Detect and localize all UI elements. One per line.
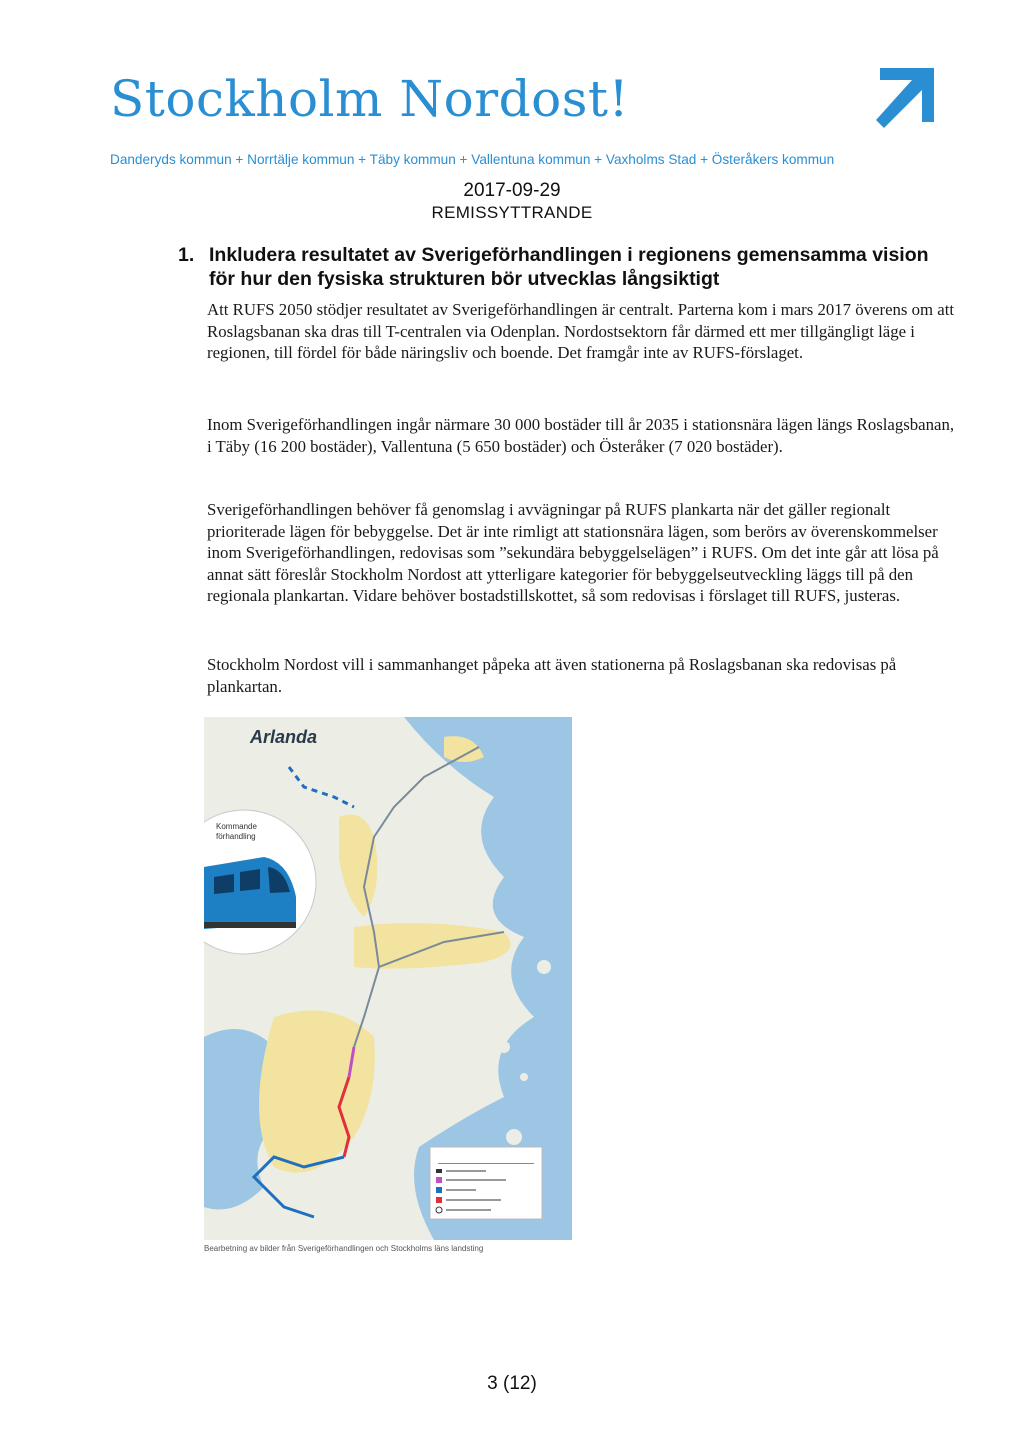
section-number: 1.: [178, 244, 195, 266]
section-heading-text: Inkludera resultatet av Sverigeförhandlingen i regionens gemensamma vision för hur den fysiska strukturen bör utvecklas långsiktigt: [209, 244, 929, 290]
document-type: REMISSYTTRANDE: [431, 203, 593, 222]
map-label-arlanda: Arlanda: [250, 727, 318, 747]
roslagsbanan-map: [204, 717, 572, 1240]
map-legend: [430, 1147, 542, 1219]
train-illustration: [204, 857, 296, 929]
body-paragraph-1: Att RUFS 2050 stödjer resultatet av Sverigeförhandlingen är centralt. Parterna kom i mars 2017 överens om att Roslagsbanan ska dras till T-centralen via Odenplan. Nordostsektorn får därmed ett mer tillgängligt läge i regionen, till fördel för både näringsliv och boende. Det framgår inte av RUFS-förslaget.: [207, 300, 955, 362]
page-number: 3 (12): [487, 1373, 537, 1394]
brand-title: Stockholm Nordost!: [110, 70, 630, 128]
document-date: 2017-09-29: [463, 180, 561, 201]
callout-line-1: Kommande: [216, 822, 257, 831]
section-heading: [178, 243, 938, 291]
callout-line-2: förhandling: [216, 832, 256, 841]
body-paragraph-3: Sverigeförhandlingen behöver få genomslag i avvägningar på RUFS plankarta när det gäller regionalt prioriterade lägen för bebyggelse. Det är inte rimligt att stationsnära lägen, som berörs av överenskommelser inom Sverigeförhandlingen, redovisas som ”sekundära bebyggelselägen” i RUFS. Om det inte går att lösa på annat sätt föreslår Stockholm Nordost att ytterligare kategorier för bebyggelseutveckling läggs till på den regionala plankartan. Vidare behöver bostadstillskottet, så som redovisas i förslaget till RUFS, justeras.: [207, 500, 939, 605]
arrow-up-right-icon: [870, 60, 940, 130]
body-paragraph-4: Stockholm Nordost vill i sammanhanget påpeka att även stationerna på Roslagsbanan ska redovisas på plankartan.: [207, 655, 897, 696]
body-paragraph-2: Inom Sverigeförhandlingen ingår närmare 30 000 bostäder till år 2035 i stationsnära lägen längs Roslagsbanan, i Täby (16 200 bostäder), Vallentuna (5 650 bostäder) och Österåker (7 020 bostäder).: [207, 415, 955, 456]
map-caption: Bearbetning av bilder från Sverigeförhandlingen och Stockholms läns landsting: [204, 1244, 484, 1253]
member-municipalities: Danderyds kommun + Norrtälje kommun + Täby kommun + Vallentuna kommun + Vaxholms Stad + Österåkers kommun: [110, 152, 835, 167]
